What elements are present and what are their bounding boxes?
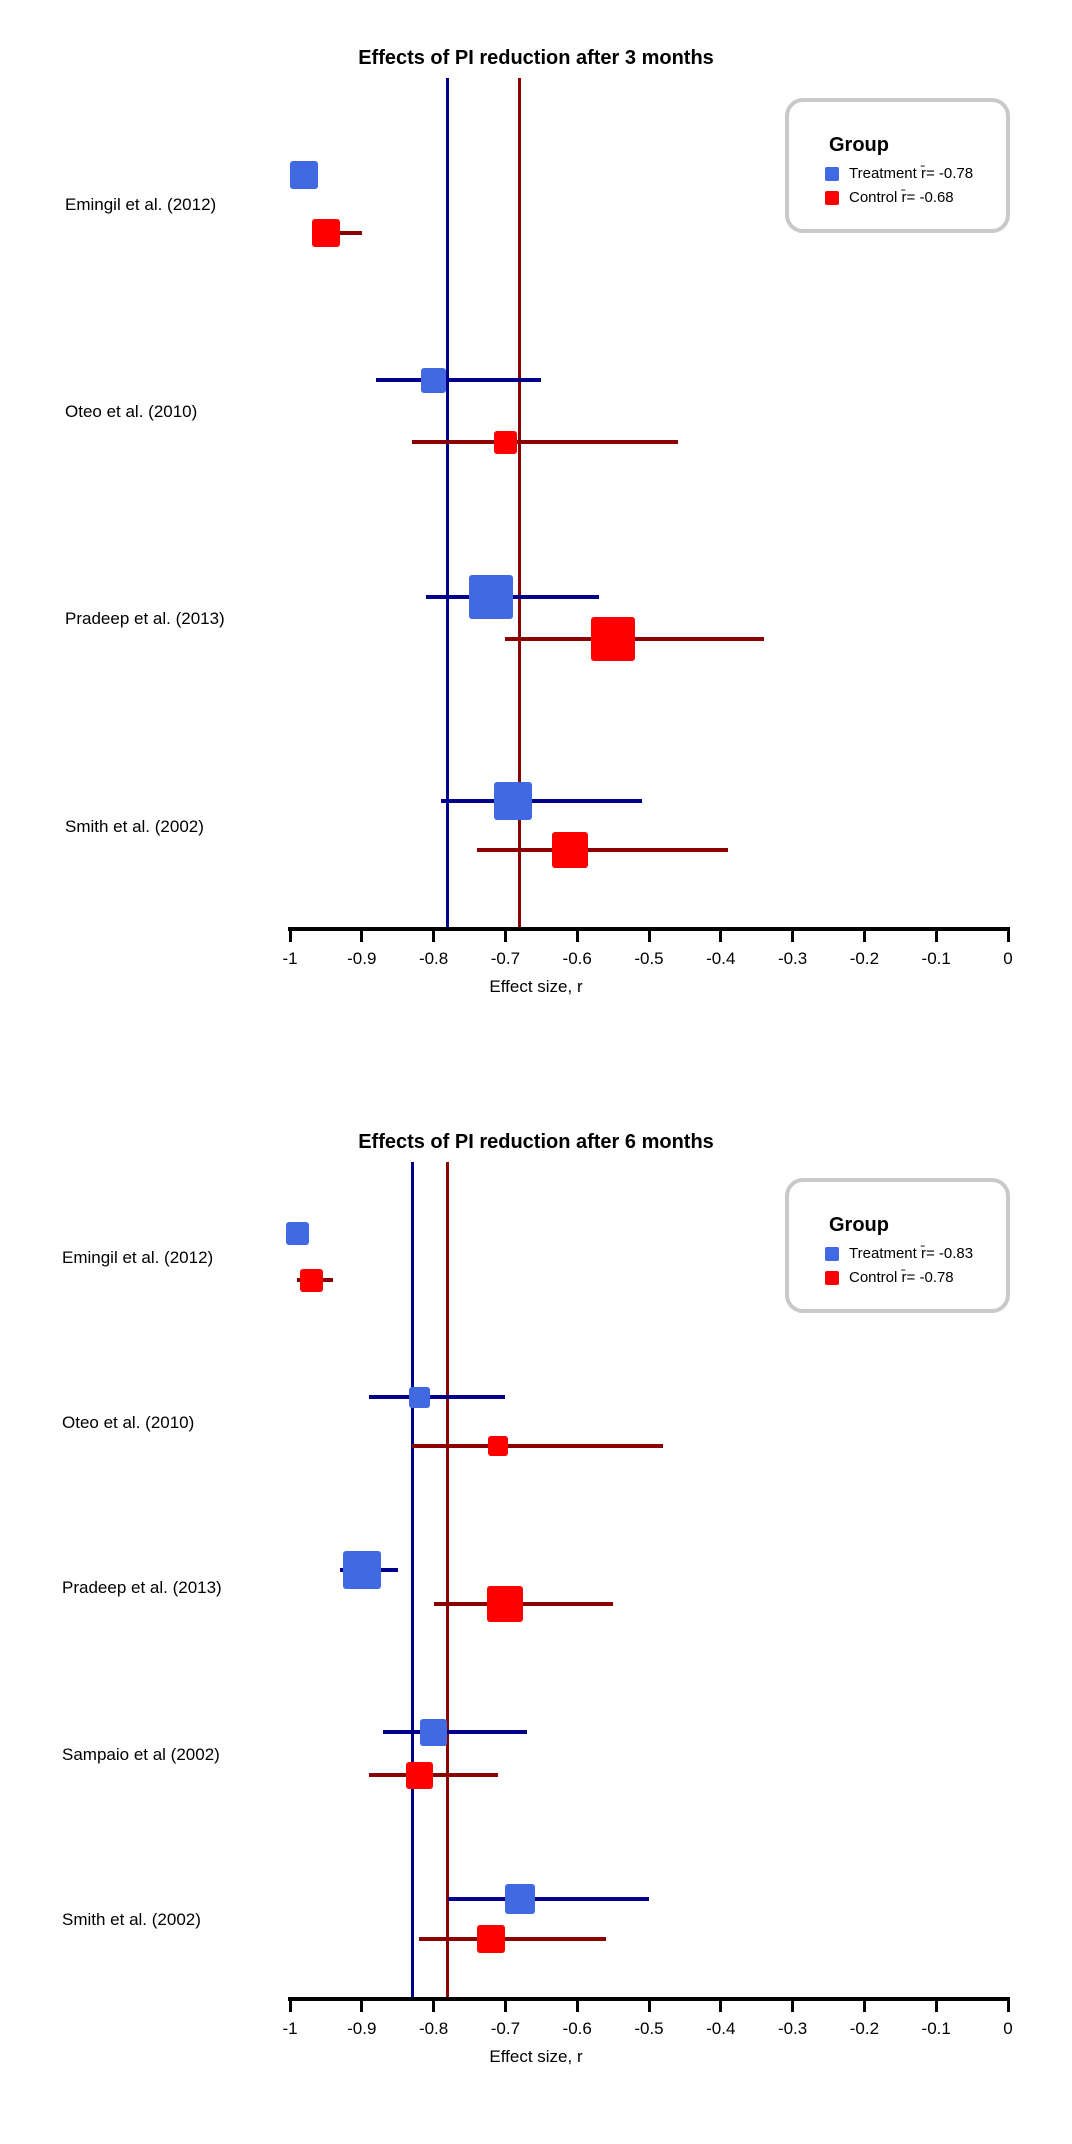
legend-box	[785, 1178, 1010, 1313]
x-axis-label: Effect size, r	[489, 2047, 583, 2066]
effect-square-control	[487, 1586, 523, 1622]
ci-line-control	[419, 1937, 606, 1941]
tick-mark	[432, 1999, 435, 2012]
study-label: Emingil et al. (2012)	[65, 195, 217, 214]
tick-label: -0.8	[418, 2019, 449, 2038]
study-label: Pradeep et al. (2013)	[62, 1578, 222, 1597]
legend-title: Group	[829, 134, 889, 156]
tick-label: -0.9	[347, 949, 377, 968]
chart-title-6-months: Effects of PI reduction after 6 months	[358, 1131, 714, 1153]
study-label: Oteo et al. (2010)	[65, 402, 198, 421]
ci-line-treatment	[441, 799, 642, 803]
tick-label: -0.6	[562, 949, 592, 968]
tick-label: -0.2	[849, 949, 880, 968]
ci-line-treatment	[369, 1395, 505, 1399]
tick-mark	[648, 1999, 651, 2012]
tick-label: 0	[1003, 949, 1013, 968]
tick-label: -0.1	[921, 949, 951, 968]
tick-mark	[1007, 1999, 1010, 2012]
summary-line-control	[446, 1162, 449, 1999]
tick-mark	[935, 929, 938, 942]
effect-square-control	[300, 1269, 323, 1292]
tick-mark	[504, 1999, 507, 2012]
tick-mark	[289, 1999, 292, 2012]
legend-entry-label: Treatment r̄= -0.83	[849, 1245, 974, 1262]
chart-title-3-months: Effects of PI reduction after 3 months	[358, 47, 714, 69]
ci-line-control	[477, 848, 728, 852]
tick-mark	[863, 1999, 866, 2012]
tick-mark	[576, 929, 579, 942]
tick-label: 0	[1003, 2019, 1013, 2038]
ci-line-control	[434, 1602, 614, 1606]
treatment-swatch-icon	[825, 1247, 839, 1261]
tick-mark	[791, 1999, 794, 2012]
tick-label: -0.7	[490, 2019, 521, 2038]
tick-mark	[1007, 929, 1010, 942]
legend-entry-control	[825, 189, 1006, 206]
effect-square-control	[494, 431, 517, 454]
tick-mark	[719, 1999, 722, 2012]
study-label: Smith et al. (2002)	[62, 1910, 201, 1929]
ci-line-treatment	[383, 1730, 527, 1734]
effect-square-control	[552, 832, 588, 868]
ci-line-control	[412, 440, 678, 444]
effect-square-control	[406, 1762, 433, 1789]
effect-square-treatment	[469, 575, 513, 619]
effect-square-treatment	[290, 161, 318, 189]
effect-square-treatment	[409, 1387, 430, 1408]
legend-entry-treatment	[825, 1245, 1006, 1262]
tick-label: -0.9	[347, 2019, 377, 2038]
tick-mark	[576, 1999, 579, 2012]
study-label: Emingil et al. (2012)	[62, 1247, 214, 1267]
effect-square-treatment	[420, 1719, 447, 1746]
effect-square-treatment	[286, 1222, 309, 1245]
tick-label: -1	[282, 949, 298, 968]
x-axis-label: Effect size, r	[489, 977, 583, 996]
tick-label: -0.4	[706, 2019, 736, 2038]
tick-label: -0.3	[777, 949, 808, 968]
effect-square-treatment	[421, 368, 446, 393]
ci-line-treatment	[448, 1897, 649, 1901]
study-label: Pradeep et al. (2013)	[65, 609, 225, 628]
tick-label: -1	[282, 2019, 298, 2038]
effect-square-treatment	[343, 1551, 381, 1589]
effect-square-control	[591, 617, 635, 661]
tick-mark	[648, 929, 651, 942]
tick-mark	[360, 929, 363, 942]
tick-mark	[719, 929, 722, 942]
tick-label: -0.6	[562, 2019, 592, 2038]
tick-mark	[289, 929, 292, 942]
legend-entry-treatment	[825, 165, 1006, 182]
tick-mark	[432, 929, 435, 942]
study-label: Oteo et al. (2010)	[62, 1412, 195, 1432]
tick-mark	[935, 1999, 938, 2012]
ci-line-control	[412, 1444, 663, 1448]
legend-box	[785, 98, 1010, 233]
effect-square-control	[477, 1925, 505, 1953]
tick-label: -0.5	[634, 949, 664, 968]
tick-mark	[863, 929, 866, 942]
control-swatch-icon	[825, 1271, 839, 1285]
legend-entry-label: Control r̄= -0.68	[849, 189, 954, 206]
effect-square-control	[312, 219, 340, 247]
effect-square-control	[488, 1436, 508, 1456]
effect-square-treatment	[494, 782, 532, 820]
legend-entry-label: Treatment r̄= -0.78	[849, 165, 974, 182]
tick-mark	[504, 929, 507, 942]
legend-entry-label: Control r̄= -0.78	[849, 1269, 954, 1286]
tick-label: -0.7	[490, 949, 521, 968]
control-swatch-icon	[825, 191, 839, 205]
legend-entry-control	[825, 1269, 1006, 1286]
ci-line-control	[369, 1773, 498, 1777]
study-label: Smith et al. (2002)	[65, 816, 204, 836]
legend-title: Group	[829, 1214, 889, 1236]
tick-label: -0.1	[921, 2019, 951, 2038]
tick-label: -0.4	[706, 949, 736, 968]
summary-line-treatment	[411, 1162, 414, 1999]
tick-label: -0.3	[777, 2019, 808, 2038]
tick-label: -0.2	[849, 2019, 880, 2038]
treatment-swatch-icon	[825, 167, 839, 181]
tick-mark	[791, 929, 794, 942]
tick-mark	[360, 1999, 363, 2012]
ci-line-treatment	[376, 378, 541, 382]
study-label: Sampaio et al (2002)	[62, 1744, 220, 1764]
tick-label: -0.5	[634, 2019, 664, 2038]
effect-square-treatment	[505, 1884, 535, 1914]
tick-label: -0.8	[418, 949, 449, 968]
